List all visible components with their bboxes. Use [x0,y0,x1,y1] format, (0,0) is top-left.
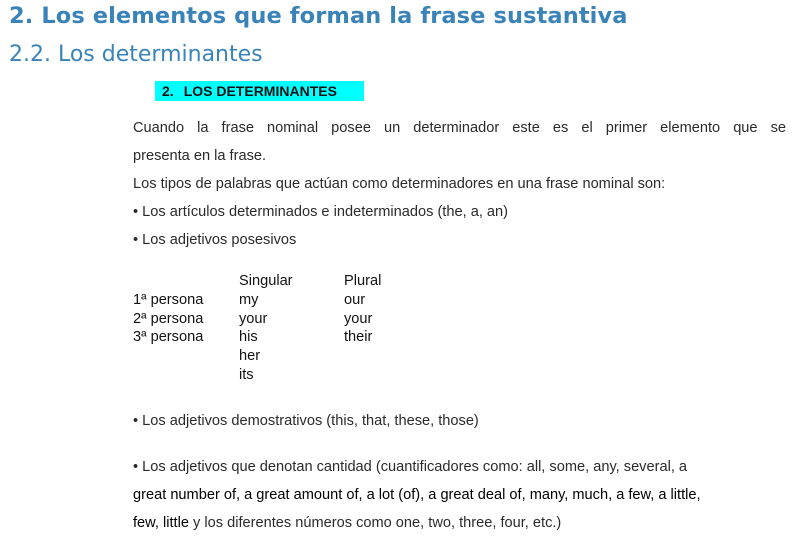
bullet-possessives: • Los adjetivos posesivos [133,232,297,248]
bullet-quantifiers-line-2: great number of, a great amount of, a lot (of), a great deal of, many, much, a few, a little, [133,487,701,503]
bullet-demonstratives: • Los adjetivos demostrativos (this, that, these, those) [133,413,479,429]
table-row-person: 3ª persona [133,329,204,345]
table-header-plural: Plural [344,273,382,289]
table-row-plural: their [344,329,373,345]
table-row-singular: your [239,311,268,327]
section-highlight-label [155,81,364,101]
page-title: 2. Los elementos que forman la frase sustantiva [9,3,628,29]
table-extra-singular: its [239,367,254,383]
section-label-text: LOS DETERMINANTES [183,83,337,99]
page-subtitle: 2.2. Los determinantes [9,42,263,67]
bullet-articles: • Los artículos determinados e indeterminados (the, a, an) [133,204,509,220]
bullet-quantifiers-line-1: • Los adjetivos que denotan cantidad (cuantificadores como: all, some, any, several, a [133,459,688,475]
table-row-plural: our [344,292,366,308]
bullet-quantifiers-line-3 [133,515,786,531]
table-row-person: 1ª persona [133,292,204,308]
quantifiers-few-little: few, little [133,515,189,531]
intro-paragraph-line-1: Cuando la frase nominal posee un determinador este es el primer elemento que se [133,120,786,136]
quantifiers-numbers-text: y los diferentes números como one, two, three, four, etc.) [188,515,562,531]
table-extra-singular: her [239,348,261,364]
section-number: 2. [162,83,174,99]
table-row-singular: his [239,329,258,345]
table-row-singular: my [239,292,259,308]
types-intro-text: Los tipos de palabras que actúan como determinadores en una frase nominal son: [133,176,666,192]
table-row-plural: your [344,311,373,327]
intro-paragraph-line-2: presenta en la frase. [133,148,267,164]
table-header-singular: Singular [239,273,293,289]
table-row-person: 2ª persona [133,311,204,327]
